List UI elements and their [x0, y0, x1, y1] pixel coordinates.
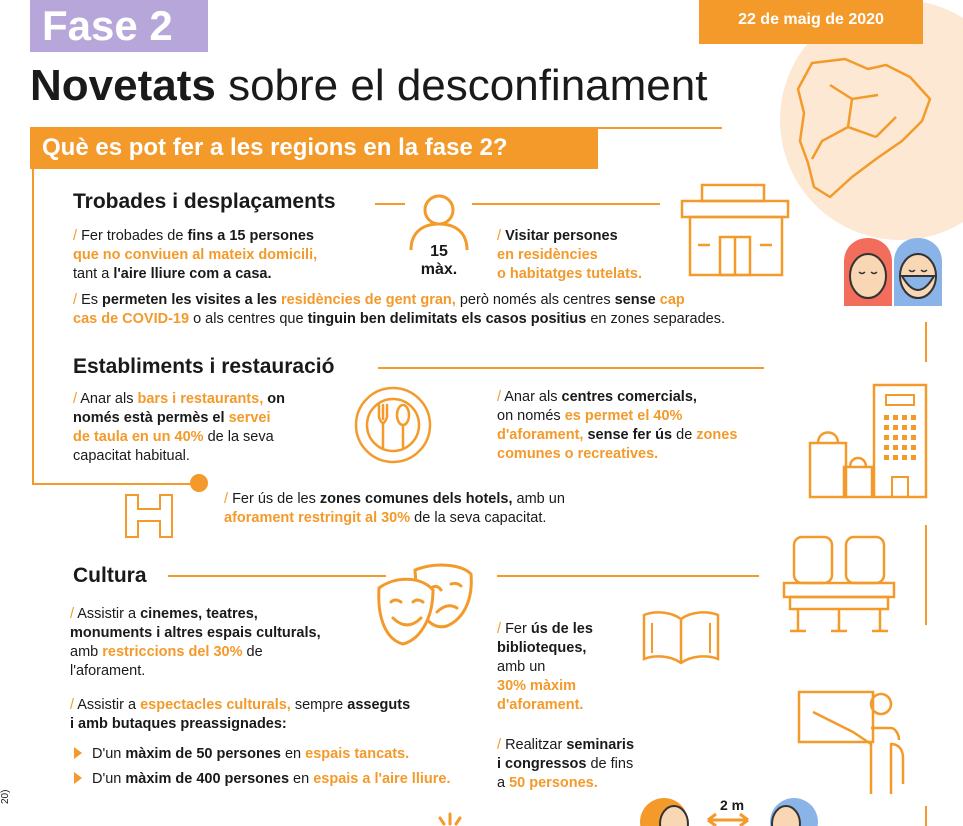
- bullet-arrow-icon: [74, 747, 82, 759]
- catalonia-map-icon: [790, 55, 940, 205]
- max-people-badge: [405, 243, 473, 279]
- section-heading-trobades: Trobades i desplaçaments: [73, 190, 336, 213]
- side-note: 20): [0, 789, 11, 804]
- question-banner: Què es pot fer a les regions en la fase 2?: [30, 127, 598, 169]
- heading-rule: [497, 575, 759, 577]
- sparkle-icon: [430, 810, 470, 826]
- hotel-icon: [122, 491, 176, 539]
- page-title: [30, 58, 707, 114]
- rule-dot: [190, 474, 208, 492]
- paragraph-trobades-2: / Visitar persones en residències o habitatges tutelats.: [497, 228, 643, 282]
- bullet-item: D'un màxim de 50 persones en espais tancats.: [74, 745, 494, 764]
- residence-building-icon: [680, 183, 792, 279]
- paragraph-establiments-3: / Fer ús de les zones comunes dels hotels, amb un aforament restringit al 30% de la seva capacitat.: [224, 491, 565, 526]
- hotel-rule: [32, 483, 200, 485]
- title-rest: sobre el desconfinament: [215, 61, 708, 110]
- badge-unit: màx.: [420, 261, 458, 278]
- heading-rule: [378, 367, 764, 369]
- presentation-speaker-icon: [795, 688, 910, 798]
- distance-label: 2 m: [719, 797, 745, 813]
- paragraph-cultura-1: / Assistir a cinemes, teatres, monuments i altres espais culturals, amb restriccions del 30% de l'aforament.: [70, 606, 321, 679]
- paragraph-cultura-2: / Assistir a espectacles culturals, sempre asseguts i amb butaques preassignades:: [70, 697, 411, 732]
- date-badge: 22 de maig de 2020: [699, 0, 923, 44]
- section-heading-cultura: Cultura: [73, 564, 147, 587]
- title-bold: Novetats: [30, 61, 216, 110]
- right-rule: [925, 525, 927, 625]
- banner-rule: [598, 127, 722, 129]
- heading-rule: [472, 203, 660, 205]
- left-rule: [32, 169, 34, 485]
- heading-rule: [168, 575, 386, 577]
- right-rule: [925, 322, 927, 362]
- heading-rule: [375, 203, 405, 205]
- cinema-seats-icon: [780, 533, 898, 635]
- bullet-arrow-icon: [74, 772, 82, 784]
- paragraph-establiments-1: / Anar als bars i restaurants, on només està permès el servei de taula en un 40% de la seva capacitat habitual.: [73, 391, 285, 464]
- paragraph-trobades-1: / Fer trobades de fins a 15 persones que no conviuen al mateix domicili, tant a l'aire lliure com a casa.: [73, 228, 318, 282]
- phase-label: Fase 2: [30, 0, 208, 52]
- paragraph-establiments-2: / Anar als centres comercials, on només es permet el 40% d'aforament, sense fer ús de zones comunes o recreatives.: [497, 389, 738, 462]
- masked-people-icon: [842, 236, 944, 310]
- badge-number: 15: [430, 243, 448, 260]
- cutlery-plate-icon: [353, 385, 433, 465]
- bullet-item: D'un màxim de 400 persones en espais a l'aire lliure.: [74, 770, 494, 789]
- paragraph-cultura-3: / Fer ús de les biblioteques, amb un 30% màxim d'aforament.: [497, 621, 593, 713]
- shopping-mall-icon: [806, 381, 930, 499]
- paragraph-trobades-3: / Es permeten les visites a les residències de gent gran, però només als centres sense cap cas de COVID-19 o als centres que tinguin ben delimitats els casos positius en zones separades.: [73, 292, 725, 327]
- section-heading-establiments: Establiments i restauració: [73, 355, 335, 378]
- paragraph-cultura-4: / Realitzar seminaris i congressos de fins a 50 persones.: [497, 737, 635, 791]
- right-rule: [925, 806, 927, 826]
- theater-masks-icon: [375, 562, 475, 648]
- open-book-icon: [640, 609, 722, 665]
